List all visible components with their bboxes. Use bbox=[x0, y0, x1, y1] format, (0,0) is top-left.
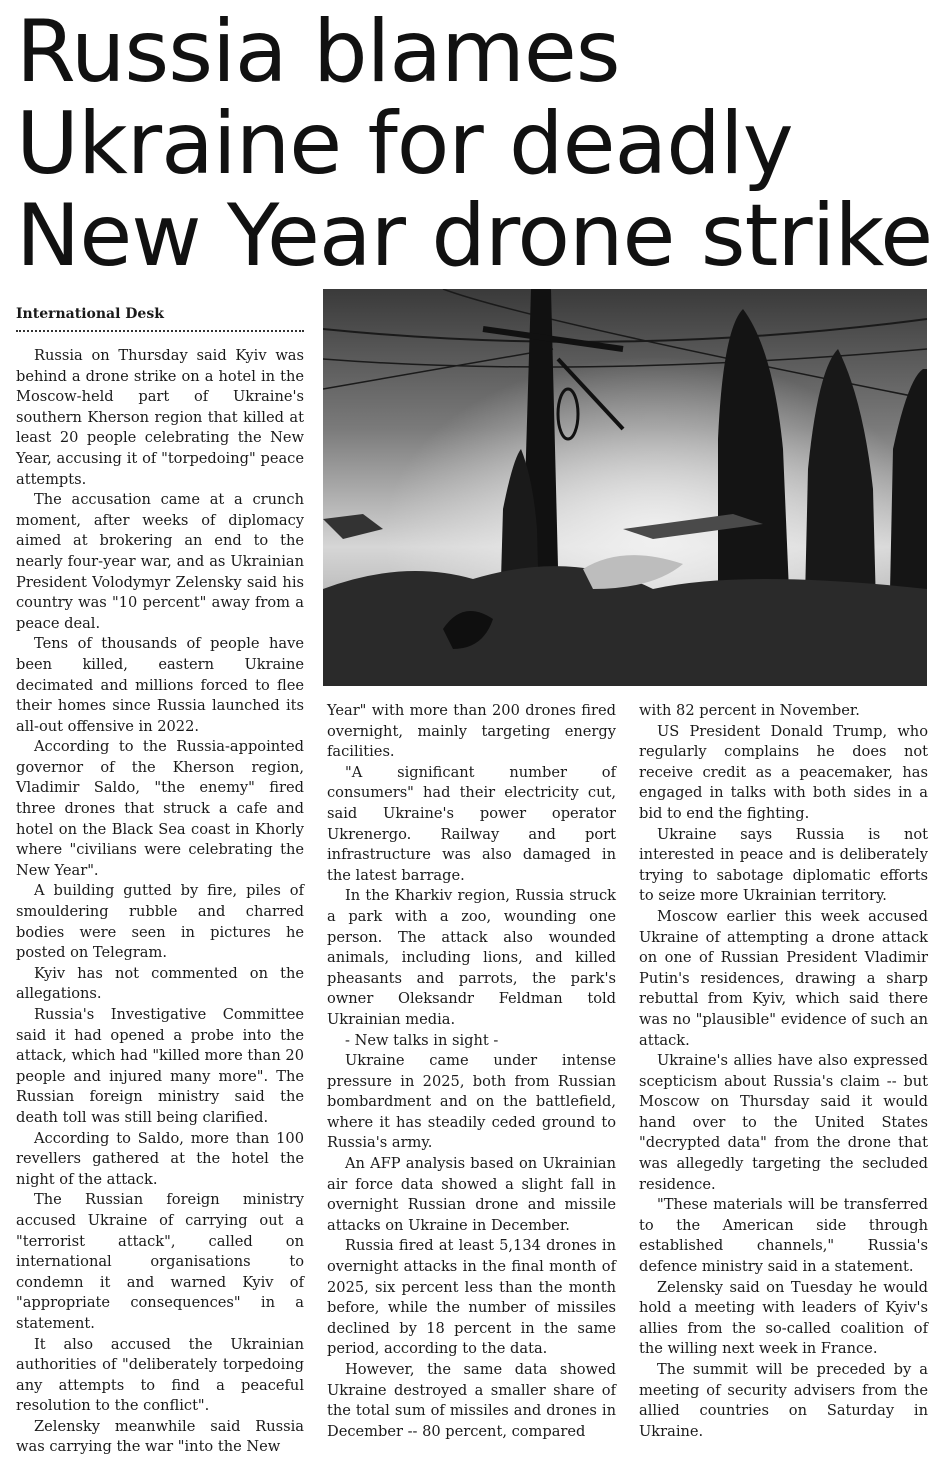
paragraph: Russia on Thursday said Kyiv was behind a drone strike on a hotel in the Moscow-held part of Ukraine's southern Kherson region that killed at least 20 people celebrating the New Year, accusing it of "torpedoing" peace attempts. bbox=[16, 347, 304, 488]
article-column-1 bbox=[16, 346, 304, 1458]
byline: International Desk bbox=[16, 305, 304, 332]
paragraph: In the Kharkiv region, Russia struck a park with a zoo, wounding one person. The attack also wounded animals, including lions, and killed pheasants and parrots, the park's owner Oleksandr Feldman told Ukrainian media. bbox=[327, 887, 616, 1028]
paragraph: A building gutted by fire, piles of smouldering rubble and charred bodies were seen in pictures he posted on Telegram. bbox=[16, 882, 304, 962]
paragraph: Tens of thousands of people have been killed, eastern Ukraine decimated and millions forced to flee their homes since Russia launched its all-out offensive in 2022. bbox=[16, 635, 304, 735]
paragraph: The summit will be preceded by a meeting of security advisers from the allied countries on Saturday in Ukraine. bbox=[639, 1361, 928, 1440]
article-column-2 bbox=[327, 701, 616, 1442]
paragraph: Russia's Investigative Committee said it had opened a probe into the attack, which had "killed more than 20 people and injured many more". The Russian foreign ministry said the death toll was still being clarified. bbox=[16, 1006, 304, 1126]
paragraph: According to Saldo, more than 100 revellers gathered at the hotel the night of the attack. bbox=[16, 1129, 304, 1188]
paragraph: Kyiv has not commented on the allegations. bbox=[16, 964, 304, 1003]
paragraph: According to the Russia-appointed governor of the Kherson region, Vladimir Saldo, "the enemy" fired three drones that struck a cafe and hotel on the Black Sea coast in Khorly where "civilians were celebrating the New Year". bbox=[16, 738, 304, 879]
paragraph: US President Donald Trump, who regularly complains he does not receive credit as a peacemaker, has engaged in talks with both sides in a bid to end the fighting. bbox=[639, 722, 928, 822]
paragraph: Ukraine says Russia is not interested in peace and is deliberately trying to sabotage diplomatic efforts to seize more Ukrainian territory. bbox=[639, 825, 928, 905]
article-column-3 bbox=[639, 701, 928, 1442]
paragraph: Ukraine's allies have also expressed scepticism about Russia's claim -- but Moscow on Thursday said it would hand over to the United States "decrypted data" from the drone that was allegedly targeting the secluded residence. bbox=[639, 1052, 928, 1193]
section-subhead: - New talks in sight - bbox=[345, 1031, 499, 1049]
paragraph: with 82 percent in November. bbox=[639, 702, 860, 719]
paragraph: "A significant number of consumers" had their electricity cut, said Ukraine's power operator Ukrenergo. Railway and port infrastructure was also damaged in the latest barrage. bbox=[327, 763, 616, 884]
paragraph: Ukraine came under intense pressure in 2025, both from Russian bombardment and on the battlefield, where it has steadily ceded ground to Russia's army. bbox=[327, 1052, 616, 1152]
paragraph: It also accused the Ukrainian authorities of "deliberately torpedoing any attempts to find a peaceful resolution to the conflict". bbox=[16, 1335, 304, 1415]
paragraph: The accusation came at a crunch moment, after weeks of diplomacy aimed at brokering an end to the nearly four-year war, and as Ukrainian President Volodymyr Zelensky said his country was "10 percent" away from a peace deal. bbox=[16, 491, 304, 632]
paragraph: An AFP analysis based on Ukrainian air force data showed a slight fall in overnight Russian drone and missile attacks on Ukraine in December. bbox=[327, 1155, 616, 1234]
paragraph: Zelensky said on Tuesday he would hold a meeting with leaders of Kyiv's allies from the so-called coalition of the willing next week in France. bbox=[639, 1278, 928, 1358]
paragraph: Year" with more than 200 drones fired overnight, mainly targeting energy facilities. bbox=[327, 702, 616, 761]
paragraph: Moscow earlier this week accused Ukraine of attempting a drone attack on one of Russian President Vladimir Putin's residences, drawing a sharp rebuttal from Kyiv, which said there was no "plausible" evidence of such an attack. bbox=[639, 907, 928, 1049]
photo-image bbox=[323, 289, 927, 686]
paragraph: "These materials will be transferred to the American side through established channels," Russia's defence ministry said in a statement. bbox=[639, 1196, 928, 1276]
paragraph: Russia fired at least 5,134 drones in overnight attacks in the final month of 2025, six percent less than the month before, while the number of missiles declined by 18 percent in the same period, according to the data. bbox=[327, 1237, 616, 1358]
paragraph: The Russian foreign ministry accused Ukraine of carrying out a "terrorist attack", called on international organisations to condemn it and warned Kyiv of "appropriate consequences" in a statement. bbox=[16, 1191, 304, 1332]
paragraph: However, the same data showed Ukraine destroyed a smaller share of the total sum of missiles and drones in December -- 80 percent, compared bbox=[327, 1361, 616, 1440]
news-photo bbox=[323, 289, 927, 686]
headline: Russia blames Ukraine for deadly New Year drone strike bbox=[16, 2, 933, 286]
paragraph: Zelensky meanwhile said Russia was carrying the war "into the New bbox=[16, 1417, 304, 1456]
